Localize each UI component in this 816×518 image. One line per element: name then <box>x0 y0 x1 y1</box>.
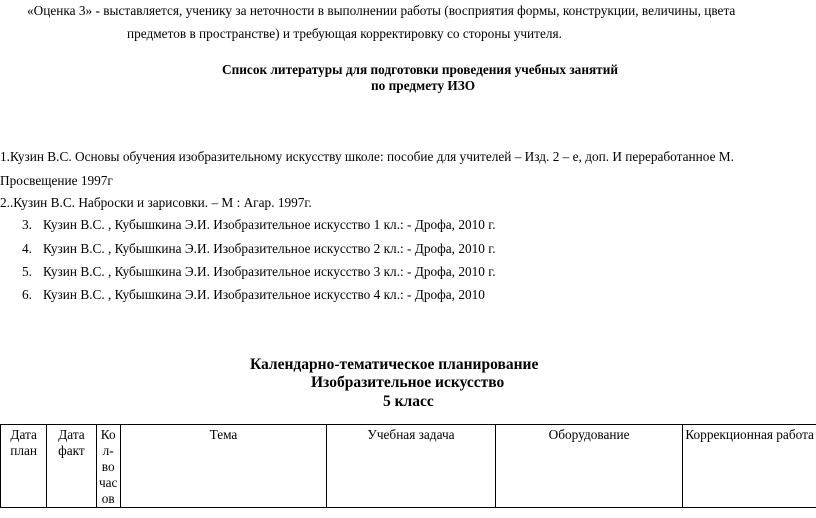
table-header-row <box>1 425 816 508</box>
literature-title-line-2: по предмету ИЗО <box>371 78 476 93</box>
list-item-text: Кузин В.С. , Кубышкина Э.И. Изобразительное искусство 1 кл.: - Дрофа, 2010 г. <box>43 217 496 232</box>
assessment-line-2: предметов в пространстве) и требующая корректировку со стороны учителя. <box>127 26 562 41</box>
list-item-text: Кузин В.С. , Кубышкина Э.И. Изобразительное искусство 2 кл.: - Дрофа, 2010 г. <box>43 241 496 256</box>
header-date-fact-line-1: Дата <box>58 427 85 442</box>
header-date-plan-line-1: Дата <box>10 427 37 442</box>
literature-title-line-1: Список литературы для подготовки проведения учебных занятий <box>222 62 619 77</box>
list-item-number: 5. <box>22 264 32 279</box>
list-item-text: Кузин В.С. , Кубышкина Э.И. Изобразительное искусство 4 кл.: - Дрофа, 2010 <box>43 287 485 302</box>
list-item-number: 4. <box>22 241 32 256</box>
header-date-fact <box>47 425 96 508</box>
planning-title-line-2: Изобразительное искусство <box>311 374 505 391</box>
header-hours-line-1: Ко <box>100 427 116 442</box>
header-hours-count <box>96 425 120 508</box>
header-correction-work: Коррекционная работа <box>683 425 816 508</box>
header-hours-line-2: л- <box>102 443 114 458</box>
list-item-number: 3. <box>22 217 32 232</box>
header-date-plan <box>1 425 47 508</box>
literature-item-1-line-1: 1.Кузин В.С. Основы обучения изобразительному искусству школе: пособие для учителей – Изд. 2 – е, доп. И переработанное М. <box>0 149 734 164</box>
header-hours-line-4: час <box>98 475 118 490</box>
header-learning-task: Учебная задача <box>327 425 496 508</box>
header-date-plan-line-2: план <box>10 443 38 458</box>
header-hours-line-5: ов <box>101 491 115 506</box>
list-item-text: Кузин В.С. , Кубышкина Э.И. Изобразительное искусство 3 кл.: - Дрофа, 2010 г. <box>43 264 496 279</box>
header-date-fact-line-2: факт <box>58 443 85 458</box>
header-equipment: Оборудование <box>495 425 682 508</box>
literature-item-2: 2..Кузин В.С. Наброски и зарисовки. – М : Агар. 1997г. <box>0 195 312 210</box>
assessment-line-1: «Оценка 3» - выставляется, ученику за неточности в выполнении работы (восприятия формы, конструкции, величины, цвета <box>27 3 736 18</box>
header-hours-line-3: во <box>101 459 115 474</box>
list-item-number: 6. <box>22 287 32 302</box>
planning-table <box>0 424 816 508</box>
literature-item-1-line-2: Просвещение 1997г <box>0 173 113 188</box>
planning-title-line-3: 5 класс <box>383 393 434 410</box>
header-topic: Тема <box>120 425 326 508</box>
planning-title-line-1: Календарно-тематическое планирование <box>250 356 539 373</box>
